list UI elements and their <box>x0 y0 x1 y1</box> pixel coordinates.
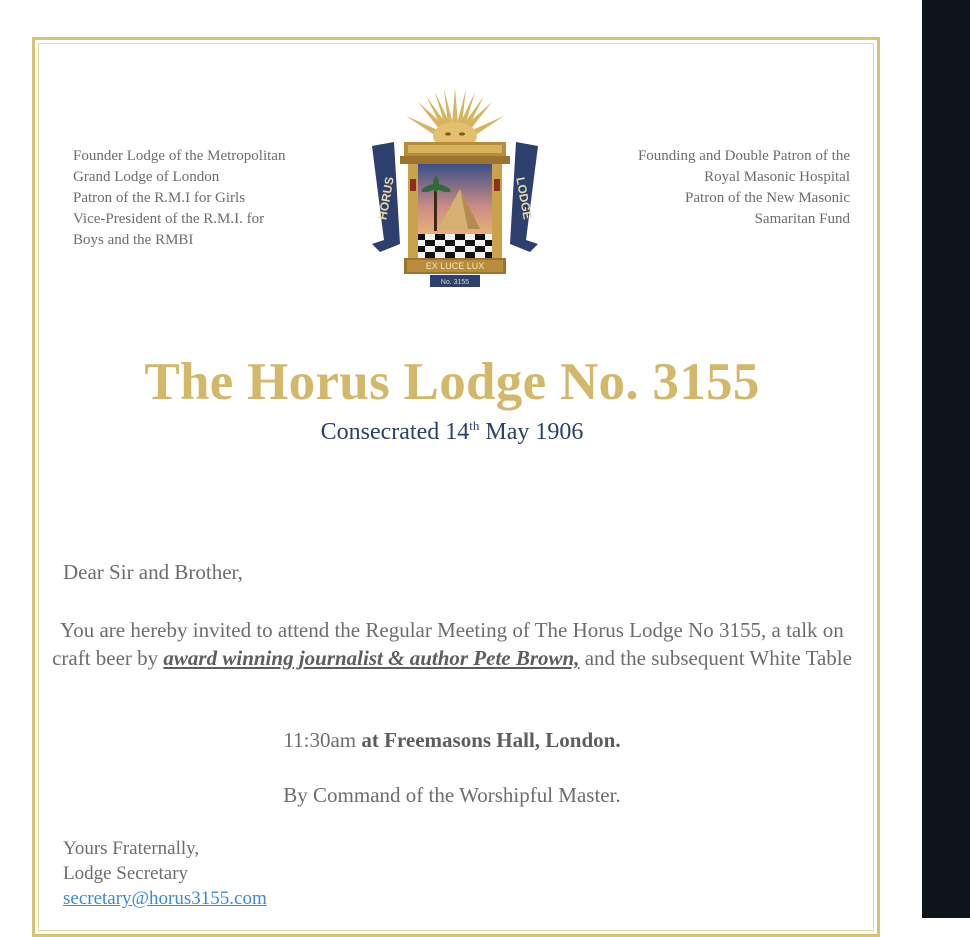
right-line: Patron of the New Masonic <box>685 190 850 206</box>
invitation-paragraph <box>40 616 864 672</box>
right-line: Royal Masonic Hospital <box>704 169 850 185</box>
signoff-block <box>63 836 267 911</box>
right-patronage-block <box>638 146 850 230</box>
checkerboard-floor <box>415 234 495 258</box>
speaker-emphasis: award winning journalist & author Pete Brown, <box>163 646 580 670</box>
viewer-edge-strip <box>922 0 970 918</box>
signoff-line-1: Yours Fraternally, <box>63 838 200 859</box>
banner-right-text: LODGE <box>513 176 535 221</box>
left-line: Grand Lodge of London <box>73 169 220 185</box>
consecrated-prefix: Consecrated 14 <box>320 419 470 445</box>
invite-text-1: You are hereby invited to attend the Regular Meeting of The Horus Lodge No 3155, a talk on craft beer by <box>52 618 844 670</box>
crest-number: No. 3155 <box>440 279 470 286</box>
salutation: Dear Sir and Brother, <box>63 560 243 584</box>
secretary-email-link[interactable]: secretary@horus3155.com <box>63 888 267 909</box>
left-patronage-block <box>73 146 285 251</box>
right-line: Samaritan Fund <box>754 211 850 227</box>
meeting-venue: at Freemasons Hall, London. <box>361 728 621 752</box>
left-line: Vice-President of the R.M.I. for <box>73 211 265 227</box>
left-line: Patron of the R.M.I for Girls <box>73 190 246 206</box>
command-line: By Command of the Worshipful Master. <box>283 783 621 807</box>
lodge-crest-logo <box>360 84 550 294</box>
consecration-date <box>0 418 904 446</box>
meeting-time: 11:30am <box>283 728 362 752</box>
left-line: Boys and the RMBI <box>73 232 194 248</box>
consecrated-rest: May 1906 <box>479 419 584 445</box>
left-line: Founder Lodge of the Metropolitan <box>73 148 286 164</box>
banner-left-text: HORUS <box>375 175 397 221</box>
page-title: The Horus Lodge No. 3155 <box>144 353 760 411</box>
meeting-time-venue <box>0 728 904 753</box>
consecrated-suffix: th <box>469 418 480 433</box>
signoff-line-2: Lodge Secretary <box>63 863 189 884</box>
crest-motto: EX LUCE LUX <box>425 261 485 271</box>
invite-text-2: and the subsequent White Table <box>579 646 852 670</box>
right-line: Founding and Double Patron of the <box>637 148 850 164</box>
